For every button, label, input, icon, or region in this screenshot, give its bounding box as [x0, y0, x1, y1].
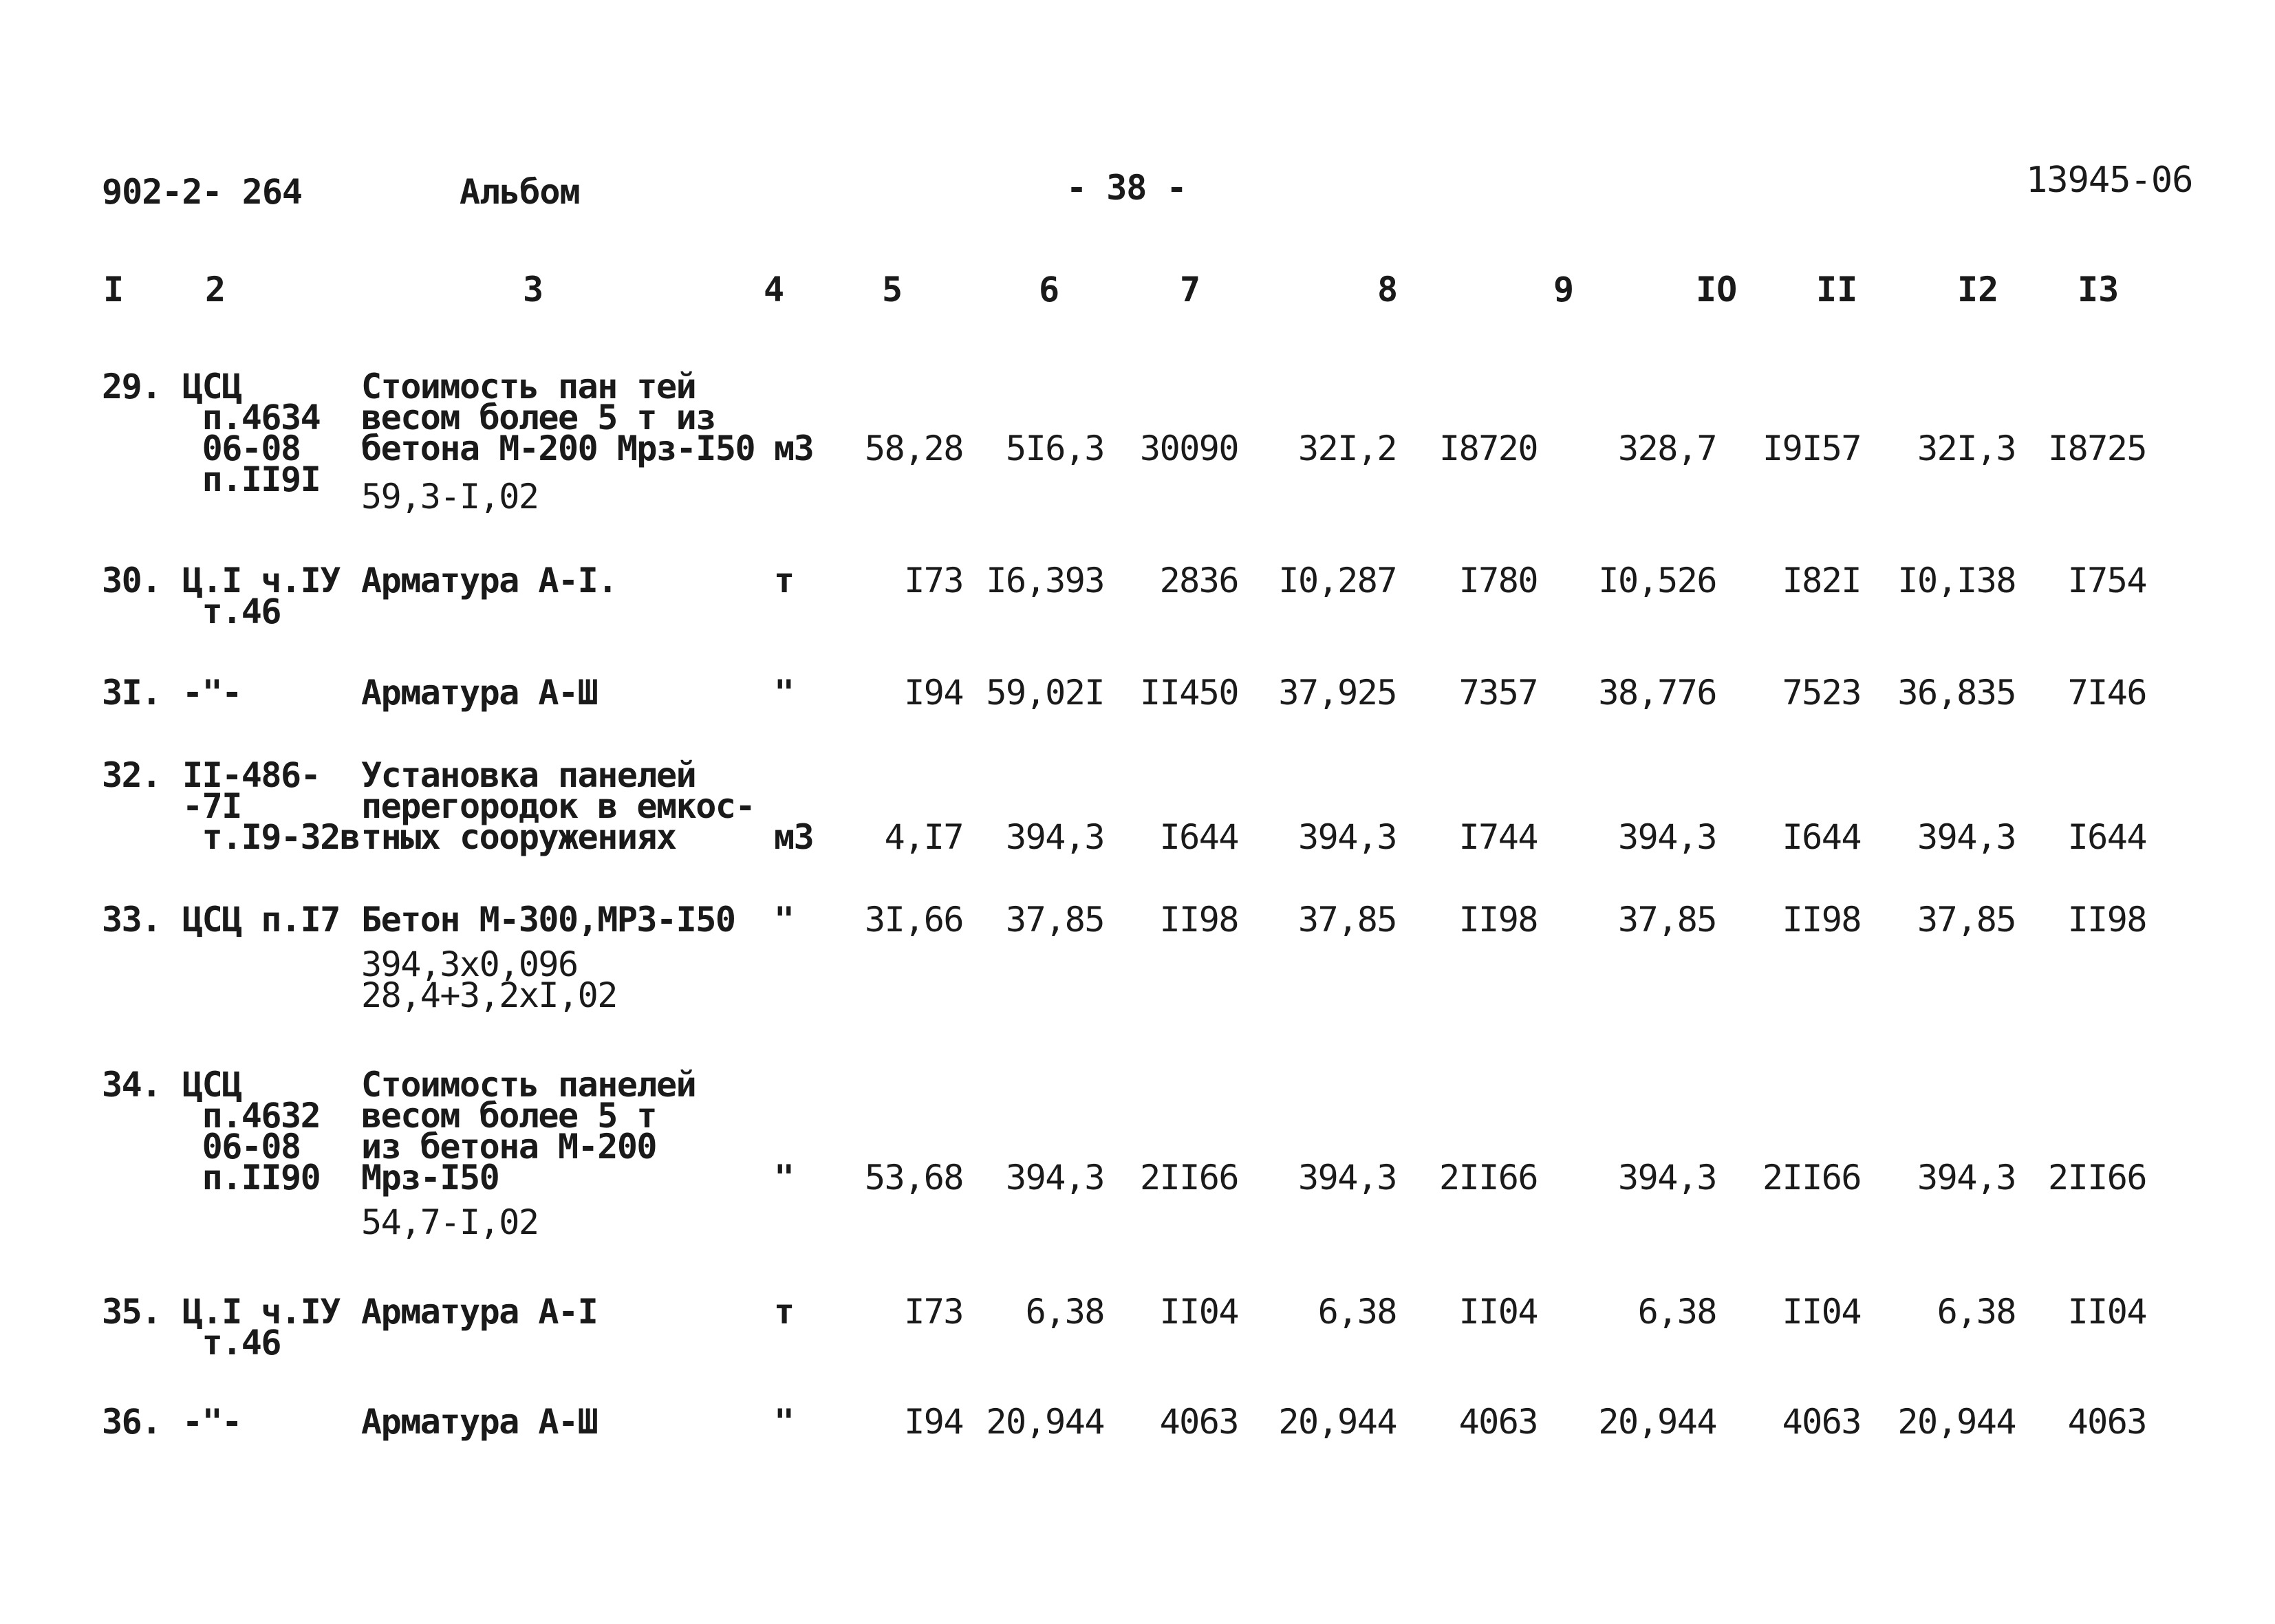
row-value: 394,3: [1005, 817, 1104, 857]
row-value: 37,925: [1278, 673, 1397, 713]
row-value: I8725: [2047, 429, 2146, 468]
row-value: 6,38: [1317, 1292, 1397, 1332]
row-value: I73: [904, 1292, 963, 1332]
row-value: 59,02I: [986, 673, 1104, 713]
row-value: II04: [1782, 1292, 1861, 1332]
row-value: 3I,66: [864, 900, 963, 940]
row-value: 32I,3: [1917, 429, 2016, 468]
row-value: 4063: [1159, 1402, 1238, 1442]
row-value: 394,3: [1297, 817, 1397, 857]
row-value: 328,7: [1617, 429, 1716, 468]
row-value: I744: [1458, 817, 1538, 857]
row-value: 4063: [1782, 1402, 1861, 1442]
row-value: 4063: [1458, 1402, 1538, 1442]
row-value: I780: [1458, 561, 1538, 600]
row-value: 2II66: [1762, 1158, 1861, 1198]
page-number: - 38 -: [1066, 168, 1187, 208]
row-reference: -"-: [182, 673, 241, 713]
column-number: 8: [1377, 270, 1399, 310]
row-value: I94: [904, 673, 963, 713]
row-unit: ": [774, 1158, 794, 1198]
row-value: I754: [2067, 561, 2146, 600]
row-value: 2II66: [1139, 1158, 1238, 1198]
row-value: 37,85: [1297, 900, 1397, 940]
row-value: II04: [1159, 1292, 1238, 1332]
archive-number: 13945-06: [2026, 160, 2193, 201]
row-value: 20,944: [986, 1402, 1104, 1442]
row-number: 32.: [102, 755, 161, 795]
row-value: 7I46: [2067, 673, 2146, 713]
row-value: 394,3: [1617, 817, 1716, 857]
row-value: II450: [1139, 673, 1238, 713]
column-number: II: [1816, 270, 1858, 310]
row-description: Арматура А-Ш: [361, 673, 598, 713]
album-label: Альбом: [460, 172, 580, 212]
row-value: 20,944: [1278, 1402, 1397, 1442]
row-number: 35.: [102, 1292, 161, 1332]
row-unit: ": [774, 1402, 794, 1442]
row-number: 3I.: [102, 673, 161, 713]
row-unit: т: [774, 1292, 794, 1332]
column-number: I3: [2078, 270, 2120, 310]
column-number: IO: [1696, 270, 1738, 310]
row-value: 4,I7: [884, 817, 963, 857]
row-description: Арматура А-I: [361, 1292, 598, 1332]
row-description: Стоимость пан тей весом более 5 т из бетона М-200 Мрз-I50: [361, 367, 755, 468]
row-value: II04: [2067, 1292, 2146, 1332]
row-number: 36.: [102, 1402, 161, 1442]
row-reference: Ц.I ч.IУ т.46: [182, 1292, 340, 1363]
row-value: 394,3: [1005, 1158, 1104, 1198]
row-value: I644: [1159, 817, 1238, 857]
row-value: I644: [1782, 817, 1861, 857]
row-number: 33.: [102, 900, 161, 940]
row-value: 394,3: [1297, 1158, 1397, 1198]
row-value: 38,776: [1598, 673, 1716, 713]
row-value: 37,85: [1005, 900, 1104, 940]
row-value: 4063: [2067, 1402, 2146, 1442]
row-reference: -"-: [182, 1402, 241, 1442]
row-description: Бетон М-300,МРЗ-I50: [361, 900, 735, 940]
row-value: I94: [904, 1402, 963, 1442]
row-reference: Ц.I ч.IУ т.46: [182, 561, 340, 631]
column-number: 6: [1039, 270, 1060, 310]
row-number: 30.: [102, 561, 161, 600]
row-value: 30090: [1139, 429, 1238, 468]
row-value: II98: [1159, 900, 1238, 940]
row-reference: II-486- -7I т.I9-32в: [182, 755, 360, 857]
row-description: Стоимость панелей весом более 5 т из бетона М-200 Мрз-I50: [361, 1065, 696, 1198]
row-value: 37,85: [1917, 900, 2016, 940]
row-value: 6,38: [1025, 1292, 1104, 1332]
row-reference: ЦСЦ п.I7: [182, 900, 340, 940]
row-unit: ": [774, 900, 794, 940]
row-value: 2836: [1159, 561, 1238, 600]
row-calculation: 54,7-I,02: [361, 1202, 539, 1242]
column-number: 4: [764, 270, 785, 310]
row-value: 20,944: [1897, 1402, 2016, 1442]
row-value: 5I6,3: [1005, 429, 1104, 468]
row-value: I644: [2067, 817, 2146, 857]
row-value: I0,287: [1278, 561, 1397, 600]
row-value: I9I57: [1762, 429, 1861, 468]
row-number: 29.: [102, 367, 161, 407]
row-value: 394,3: [1917, 817, 2016, 857]
column-number: I2: [1957, 270, 1999, 310]
row-number: 34.: [102, 1065, 161, 1105]
row-value: I82I: [1782, 561, 1861, 600]
row-value: 6,38: [1637, 1292, 1716, 1332]
column-number: 7: [1180, 270, 1201, 310]
row-value: 37,85: [1617, 900, 1716, 940]
row-value: I8720: [1438, 429, 1538, 468]
row-unit: т: [774, 561, 794, 600]
row-value: 53,68: [864, 1158, 963, 1198]
row-reference: ЦСЦ п.4632 06-08 п.II90: [182, 1065, 321, 1198]
row-description: Арматура А-Ш: [361, 1402, 598, 1442]
column-number: 9: [1553, 270, 1575, 310]
row-value: I0,I38: [1897, 561, 2016, 600]
row-reference: ЦСЦ п.4634 06-08 п.II9I: [182, 367, 321, 499]
row-value: 394,3: [1917, 1158, 2016, 1198]
row-value: II98: [2067, 900, 2146, 940]
row-description: Арматура А-I.: [361, 561, 617, 600]
row-value: 2II66: [2047, 1158, 2146, 1198]
row-value: 36,835: [1897, 673, 2016, 713]
row-value: 2II66: [1438, 1158, 1538, 1198]
row-value: II98: [1458, 900, 1538, 940]
row-unit: м3: [774, 817, 814, 857]
row-calculation: 59,3-I,02: [361, 477, 539, 517]
row-description: Установка панелей перегородок в емкос- тных сооружениях: [361, 755, 755, 857]
row-unit: ": [774, 673, 794, 713]
column-number: I: [103, 270, 125, 310]
row-value: 20,944: [1598, 1402, 1716, 1442]
row-value: 394,3: [1617, 1158, 1716, 1198]
document-code: 902-2- 264: [102, 172, 303, 212]
row-value: 7523: [1782, 673, 1861, 713]
row-value: I6,393: [986, 561, 1104, 600]
column-number: 2: [205, 270, 226, 310]
row-value: I73: [904, 561, 963, 600]
column-number: 5: [882, 270, 903, 310]
row-value: II98: [1782, 900, 1861, 940]
row-unit: м3: [774, 429, 814, 468]
row-value: II04: [1458, 1292, 1538, 1332]
row-value: 6,38: [1937, 1292, 2016, 1332]
column-number: 3: [523, 270, 544, 310]
row-value: 32I,2: [1297, 429, 1397, 468]
row-value: 7357: [1458, 673, 1538, 713]
row-value: 58,28: [864, 429, 963, 468]
row-value: I0,526: [1598, 561, 1716, 600]
row-calculation: 394,3х0,096 28,4+3,2хI,02: [361, 944, 617, 1015]
